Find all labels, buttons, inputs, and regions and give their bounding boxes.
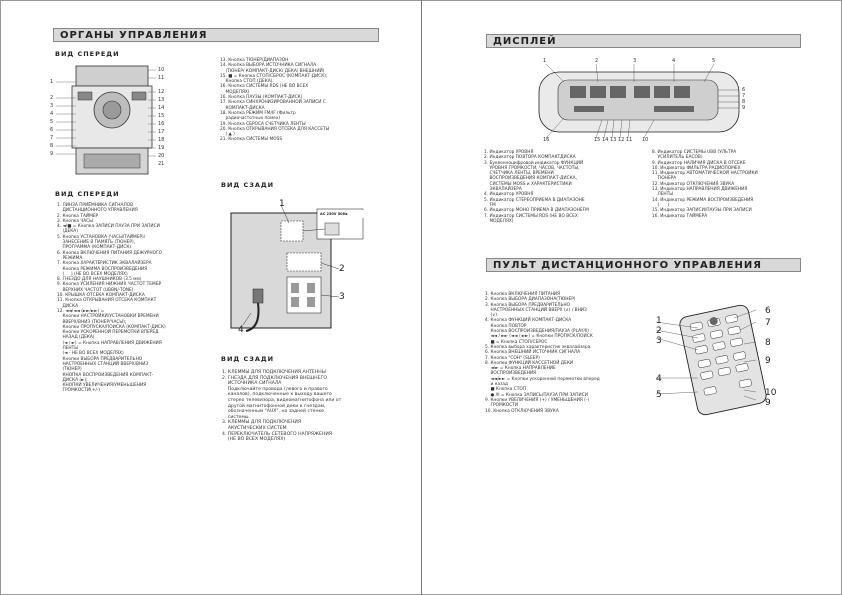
- list-item: 8. ГНЕЗДО ДЛЯ НАУШНИКОВ (3.5 мм): [57, 277, 142, 283]
- display-figure: [534, 62, 744, 142]
- list-item: 4. Индикатор УРОВНЯ: [484, 192, 534, 198]
- rear-view-figure: [221, 203, 381, 333]
- list-item: 2. ГНЕЗДА ДЛЯ ПОДКЛЮЧЕНИЯ ВНЕШНЕГО ИСТОЧНИКА СИГНАЛА: [222, 375, 327, 387]
- display-callout: 16: [543, 137, 550, 143]
- remote-figure: [668, 300, 778, 420]
- front-callout: 5: [50, 119, 54, 125]
- list-item: 6. Кнопка ВНЕШНИЙ ИСТОЧНИК СИГНАЛА: [485, 350, 581, 356]
- list-item: 1. Кнопка ВКЛЮЧЕНИЯ ПИТАНИЯ: [485, 292, 561, 297]
- display-banner: [486, 34, 801, 48]
- list-item: 21. Кнопка СИСТЕМЫ MOSS: [220, 137, 283, 143]
- list-item: 1. ЛИНЗА ПРИЁМНИКА СИГНАЛОВ ДИСТАНЦИОННОГО УПРАВЛЕНИЯ: [57, 203, 138, 214]
- list-item: 9. Кнопка УСИЛЕНИЯ НИЖНИХ ЧАСТОТ ТЕМБР ВЕРХНИХ ЧАСТОТ (UBBN/-TONE): [57, 282, 162, 293]
- front-callout: 14: [158, 105, 165, 111]
- list-item: 18. Кнопка РЕЖИМ FM/IF (Фильтр радиочастотных помех): [220, 110, 296, 122]
- display-callout: 9: [742, 105, 746, 111]
- list-item: 5. Индикатор СТЕРЕОПРИЕМА В ДИАПАЗОНЕ FM: [484, 197, 585, 208]
- list-item: 12. Индикатор ОТКЛЮЧЕНИЯ ЗВУКА: [652, 181, 735, 187]
- list-item: 5. Кнопка выбора характеристик эквалайзера.: [485, 344, 592, 350]
- front-callout: 13: [158, 97, 165, 103]
- front-callout: 12: [158, 89, 165, 95]
- remote-callout: 1: [656, 316, 662, 326]
- display-callout: 10: [642, 137, 649, 143]
- display-list-left: [484, 150, 649, 224]
- rear-view-heading-2: ВИД СЗАДИ: [221, 355, 275, 363]
- rear-label-text: AC 230V 50Hz: [320, 212, 348, 216]
- remote-callout: 2: [656, 326, 662, 336]
- list-item: ◄◄/►► = Кнопки ускоренной перемотки вперед и назад ■ Кнопка СТОП ● /II = Кнопка ЗАПИСЬ/ПАУЗА ПРИ ЗАПИСИ: [490, 376, 600, 398]
- front-callout: 16: [158, 121, 165, 127]
- remote-banner-title: ПУЛЬТ ДИСТАНЦИОННОГО УПРАВЛЕНИЯ: [493, 260, 762, 271]
- list-item: 10. КРЫШКА ОТСЕКА КОМПАКТ-ДИСКА: [57, 293, 145, 299]
- list-item: 4. Кнопка ФУНКЦИЙ КОМПАКТ-ДИСКА Кнопка ПОВТОР Кнопка ВОСПРОИЗВЕДЕНИЯ/ПАУЗА (PLAY/II): [485, 318, 589, 335]
- display-callout: 6: [742, 87, 746, 93]
- list-item: 4. ◄/■ = Кнопка ЗАПИСИ ПАУЗА ПРИ ЗАПИСИ (ДЕКА): [57, 224, 160, 235]
- list-item: 16. Кнопка СИСТЕМЫ RDS (НЕ ВО ВСЕХ МОДЕЛЯХ): [220, 84, 309, 95]
- front-callout: 1: [50, 79, 54, 85]
- remote-callout: 9: [765, 356, 771, 366]
- rear-view-heading: ВИД СЗАДИ: [221, 181, 275, 189]
- rear-controls-list: [222, 370, 382, 443]
- list-item: 9. Индикатор НАЛИЧИЯ ДИСКА В ОТСЕКЕ: [652, 160, 746, 166]
- controls-banner: [53, 28, 379, 42]
- display-callout: 8: [742, 99, 746, 105]
- list-item: 3. Кнопка ВЫБОРА ПРЕДВАРИТЕЛЬНО НАСТРОЕННЫХ СТАНЦИЙ ВВЕРХ (∧) / ВНИЗ (∨): [485, 302, 587, 319]
- list-item: 5. Кнопка УСТАНОВКА (ЧАСЫ/ТАЙМЕР)/ ЗАНЕСЕНИЕ В ПАМЯТЬ (ТЮНЕР), ПРОГРАММА (КОМПАКТ-ДИСК): [57, 234, 146, 251]
- list-item: 16. Индикатор ТАЙМЕРА: [652, 213, 708, 219]
- list-item: 1. Индикатор УРОВНЯ: [484, 150, 534, 155]
- display-banner-title: ДИСПЛЕЙ: [493, 36, 557, 47]
- display-callout: 1: [543, 58, 547, 64]
- front-view-heading: ВИД СПЕРЕДИ: [55, 50, 120, 58]
- display-callout: 2: [595, 58, 599, 64]
- remote-callout: 5: [656, 390, 662, 400]
- list-item: 12. ◄◄/◄◄ (►►/►►) = Кнопки НАСТРОЙКИ/УСТАНОВКИ ВРЕМЕНИ ВВЕРХ/ВНИЗ (ТЮНЕР/ЧАСЫ); Кнопки ПРОПУСКА/ПОИСКА (КОМПАКТ-ДИСК) Кнопки УСКОРЕННОЙ ПЕРЕМОТКИ ВПЕРЕД НАЗАД (ДЕКА) (◄ / ►) = Кнопка НАПРАВЛЕНИЯ ДВИЖЕНИЯ ЛЕНТЫ (◄ - НЕ ВО ВСЕХ МОДЕЛЯХ) Кнопки ВЫБОРА ПРЕДВАРИТЕЛЬНО НАСТРОЕННЫХ СТАНЦИЙ ВВЕРХ/ВНИЗ (ТЮНЕР) КНОПКА ВОСПРОИЗВЕДЕНИЯ КОМПАКТ- ДИСКА (►); КНОПКИ УВЕЛИЧЕНИЯ/УМЕНЬШЕНИЯ ГРОМКОСТИ(+/-): [57, 308, 166, 394]
- list-item: 8. Кнопки ФУНКЦИЙ КАССЕТНОЙ ДЕКИ ◄/► = Кнопка НАПРАВЛЕНИЕ ВОСПРОИЗВЕДЕНИЯ: [485, 360, 574, 377]
- display-callout: 13: [610, 137, 617, 143]
- display-callout: 3: [633, 58, 637, 64]
- list-item: 14. Кнопка ВЫБОРА ИСТОЧНИКА СИГНАЛА (ТЮНЕР/ КОМПАКТ-ДИСК/ ДЕКА/ ВНЕШНИЙ): [220, 63, 325, 74]
- remote-callout: 9: [765, 398, 771, 408]
- front-callout: 11: [158, 75, 165, 81]
- front-callout: 7: [50, 135, 54, 141]
- front-callout: 3: [50, 103, 54, 109]
- list-item: 4. ПЕРЕКЛЮЧАТЕЛЬ СЕТЕВОГО НАПРЯЖЕНИЯ (НЕ ВО ВСЕХ МОДЕЛЯХ): [222, 431, 333, 443]
- front-view-figure: [62, 62, 165, 182]
- front-callout: 10: [158, 67, 165, 73]
- front-callout: 21: [158, 161, 165, 167]
- list-item: 10. Индикатор ФИЛЬТРА РАДИОПОМЕХ: [652, 165, 741, 171]
- rear-label-box: [318, 210, 364, 218]
- list-item: 10. Кнопка ОТКЛЮЧЕНИЯ ЗВУКА: [485, 408, 559, 414]
- remote-callout: 4: [656, 374, 662, 384]
- front-callout: 19: [158, 145, 165, 151]
- list-item: 13. Индикатор НАПРАВЛЕНИЯ ДВИЖЕНИЯ ЛЕНТЫ: [652, 187, 748, 198]
- list-item: 3. Буквенноцифровой индикатор ФУНКЦИЙ УРОВНЯ ГРОМКОСТИ, ЧАСОВ, ЧАСТОТЫ, СЧЕТЧИКА ЛЕНТЫ, ВРЕМЕНИ ВОСПРОИЗВЕДЕНИЯ КОМПАКТ-ДИСКА, СИСТЕМЫ MOSS и ХАРАКТЕРИСТИКИ ЭКВАЛАЙЗЕРА: [484, 160, 584, 193]
- front-callout: 17: [158, 129, 165, 135]
- display-callout: 15: [594, 137, 601, 143]
- remote-callout: 6: [765, 306, 771, 316]
- rear-callout: 3: [339, 292, 345, 302]
- list-item: 17. Кнопка СИНХРОНИЗИРОВАННОЙ ЗАПИСИ С КОМПАКТ-ДИСКА: [220, 100, 326, 111]
- front-controls-list-2: [220, 58, 380, 143]
- front-callout: 15: [158, 113, 165, 119]
- rear-callout: 4: [238, 325, 244, 335]
- list-item: 7. Кнопка ХАРАКТЕРИСТИК ЭКВАЛАЙЗЕРА Кнопка РЕЖИМА ВОСПРОИЗВЕДЕНИЯ ( ) (НЕ ВО ВСЕХ МОДЕЛЯХ): [57, 261, 152, 277]
- list-item: 2. Кнопка ВЫБОРА ДИАПАЗОНА(ТЮНЕР): [485, 297, 576, 303]
- front-callout: 20: [158, 153, 165, 159]
- front-callout: 9: [50, 151, 54, 157]
- list-item: 11. Кнопка ОТКРЫВАНИЯ ОТСЕКА КОМПАКТ ДИСКА: [57, 298, 157, 309]
- display-callout: 11: [626, 137, 633, 143]
- list-item: 3. Кнопка ЧАСЫ: [57, 218, 94, 224]
- list-item: 9. Кнопки УВЕЛИЧЕНИЯ (+) / УМЕНЬШЕНИЯ (-) ГРОМКОСТИ: [485, 397, 590, 409]
- front-callout: 8: [50, 143, 54, 149]
- list-item: 20. Кнопка ОТКРЫВАНИЯ ОТСЕКА ДЛЯ КАССЕТЫ ( ▲ ): [220, 126, 330, 138]
- display-callout: 14: [602, 137, 609, 143]
- list-item: 16. Кнопка ПАУЗЫ (КОМПАКТ-ДИСК): [220, 95, 303, 101]
- rear-callout: 1: [279, 199, 285, 209]
- list-item: 2. Индикатор ПОВТОРА КОМПАКТДИСКА: [484, 155, 576, 161]
- list-item: 1. КЛЕММЫ ДЛЯ ПОДКЛЮЧЕНИЯ АНТЕННЫ: [222, 370, 326, 375]
- list-item: 6. Кнопка ВКЛЮЧЕНИЯ ПИТАНИЯ ДЕЖУРНОГО РЕЖИМА: [57, 250, 163, 261]
- rear-callout: 2: [339, 264, 345, 274]
- remote-list: [485, 292, 635, 414]
- front-view-heading-2: ВИД СПЕРЕДИ: [55, 190, 120, 198]
- list-item: 11. Индикатор АВТОМАТИЧЕСКОЙ НАСТРОЙКИ ТЮНЕРА: [652, 171, 758, 182]
- list-item: 8. Индикатор СИСТЕМЫ UBB (УЛЬТРА УСИЛИТЕЛЬ БАСОВ): [652, 150, 737, 161]
- front-controls-list: [57, 203, 217, 394]
- remote-callout: 8: [765, 338, 771, 348]
- list-item: 3. КЛЕММЫ ДЛЯ ПОДКЛЮЧЕНИЯ АКУСТИЧЕСКИХ СИСТЕМ: [222, 420, 302, 431]
- list-item: 7. Индикатор СИСТЕМЫ RDS (НЕ ВО ВСЕХ МОДЕЛЯХ): [484, 213, 578, 224]
- remote-callout: 3: [656, 336, 662, 346]
- display-callout: 12: [618, 137, 625, 143]
- front-callout: 2: [50, 95, 54, 101]
- page-divider: [421, 0, 422, 595]
- front-callout: 6: [50, 127, 54, 133]
- list-item: 6. Индикатор МОНО ПРИЕМА В ДИАПАЗОНЕFM: [484, 208, 589, 214]
- remote-callout: 10: [765, 388, 777, 398]
- list-item: 15. Индикатор ЗАПИСИ/ПАУЗЫ ПРИ ЗАПИСИ: [652, 208, 752, 214]
- list-item: 7. Кнопка "СОН" (SLEEP): [485, 355, 540, 361]
- display-callout: 7: [742, 93, 746, 99]
- list-item: 19. Кнопка СБРОСА СЧЕТЧИКА ЛЕНТЫ: [220, 121, 306, 127]
- front-callout: 18: [158, 137, 165, 143]
- display-callout: 5: [712, 58, 716, 64]
- remote-banner: [486, 258, 801, 272]
- front-callout: 4: [50, 111, 54, 117]
- list-item: 14. Индикатор РЕЖИМА ВОСПРОИЗВЕДЕНИЯ ( ): [652, 197, 754, 208]
- display-list-right: [652, 150, 812, 219]
- list-item: 13. Кнопка ТЮНЕР/ДИАПАЗОН: [220, 58, 289, 63]
- controls-banner-title: ОРГАНЫ УПРАВЛЕНИЯ: [60, 30, 208, 41]
- display-callout: 4: [672, 58, 676, 64]
- list-item: 2. Кнопка ТАЙМЕР: [57, 213, 99, 219]
- list-item: Подключайте провода (левого и правого каналов), подключенные к выходу вашего стерео телевизора, видеомагнитофона или от другой магнитофонной деки к гнездам, обозначенным "AUX", на задней стенке системы.: [227, 386, 342, 420]
- list-item: 15. ■ = Кнопка СТОП/СБРОС (КОМПАКТ-ДИСК); Кнопка СТОП (ДЕКА).: [220, 73, 328, 85]
- remote-callout: 7: [765, 318, 771, 328]
- list-item: ◄◄ / ►► (◄◄ / ►►) = Кнопки ПРОПУСК/ПОИСК ■ = Кнопка СТОП/СБРОС: [490, 334, 593, 345]
